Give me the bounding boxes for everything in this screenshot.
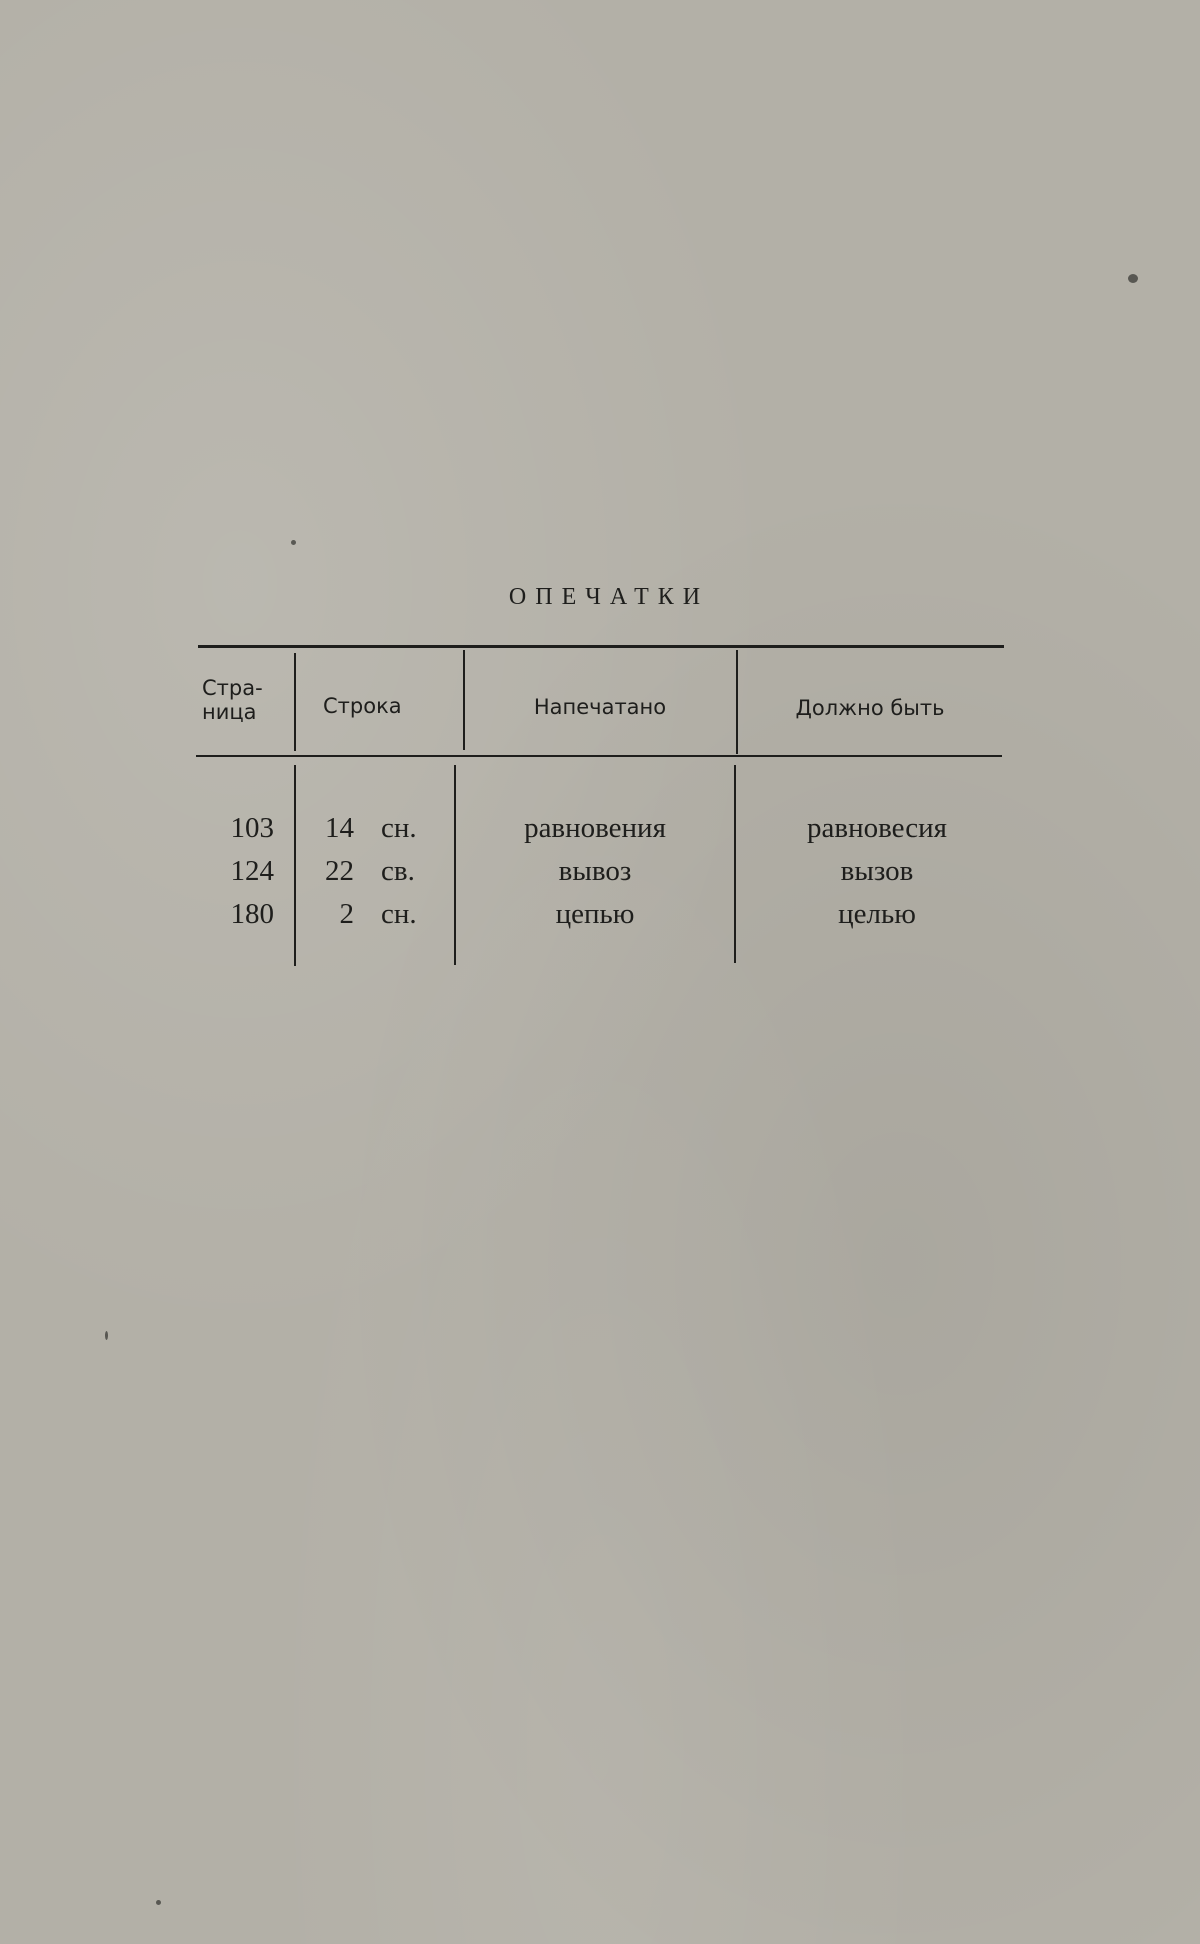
table-top-rule — [198, 645, 1004, 648]
header-printed: Напечатано — [533, 695, 667, 719]
header-line: Строка — [323, 694, 402, 718]
row-line-number: 2 — [339, 898, 354, 930]
errata-title: ОПЕЧАТКИ — [508, 584, 710, 610]
paper-speck — [105, 1331, 108, 1340]
row-printed: цепью — [555, 898, 635, 930]
row-should-be: равновесия — [807, 812, 947, 844]
row-page: 180 — [230, 898, 274, 930]
body-divider — [294, 765, 296, 966]
paper-speck — [291, 540, 296, 545]
header-bottom-rule — [196, 755, 1002, 757]
header-page-line1: Стра- — [202, 676, 263, 700]
row-should-be: вызов — [840, 855, 914, 887]
header-should-be: Должно быть — [795, 696, 945, 720]
row-line-direction: сн. — [381, 812, 417, 844]
row-line-direction: св. — [381, 855, 415, 887]
row-page: 124 — [230, 855, 274, 887]
row-line-number: 14 — [325, 812, 354, 844]
row-printed: вывоз — [558, 855, 632, 887]
row-line-number: 22 — [325, 855, 354, 887]
header-page — [202, 676, 263, 724]
header-page-line2: ница — [202, 700, 257, 724]
header-divider — [294, 653, 296, 751]
row-line-direction: сн. — [381, 898, 417, 930]
paper-speck — [1128, 274, 1138, 283]
row-should-be: целью — [838, 898, 916, 930]
row-page: 103 — [230, 812, 274, 844]
paper-speck — [156, 1900, 161, 1905]
row-printed: равновения — [524, 812, 666, 844]
